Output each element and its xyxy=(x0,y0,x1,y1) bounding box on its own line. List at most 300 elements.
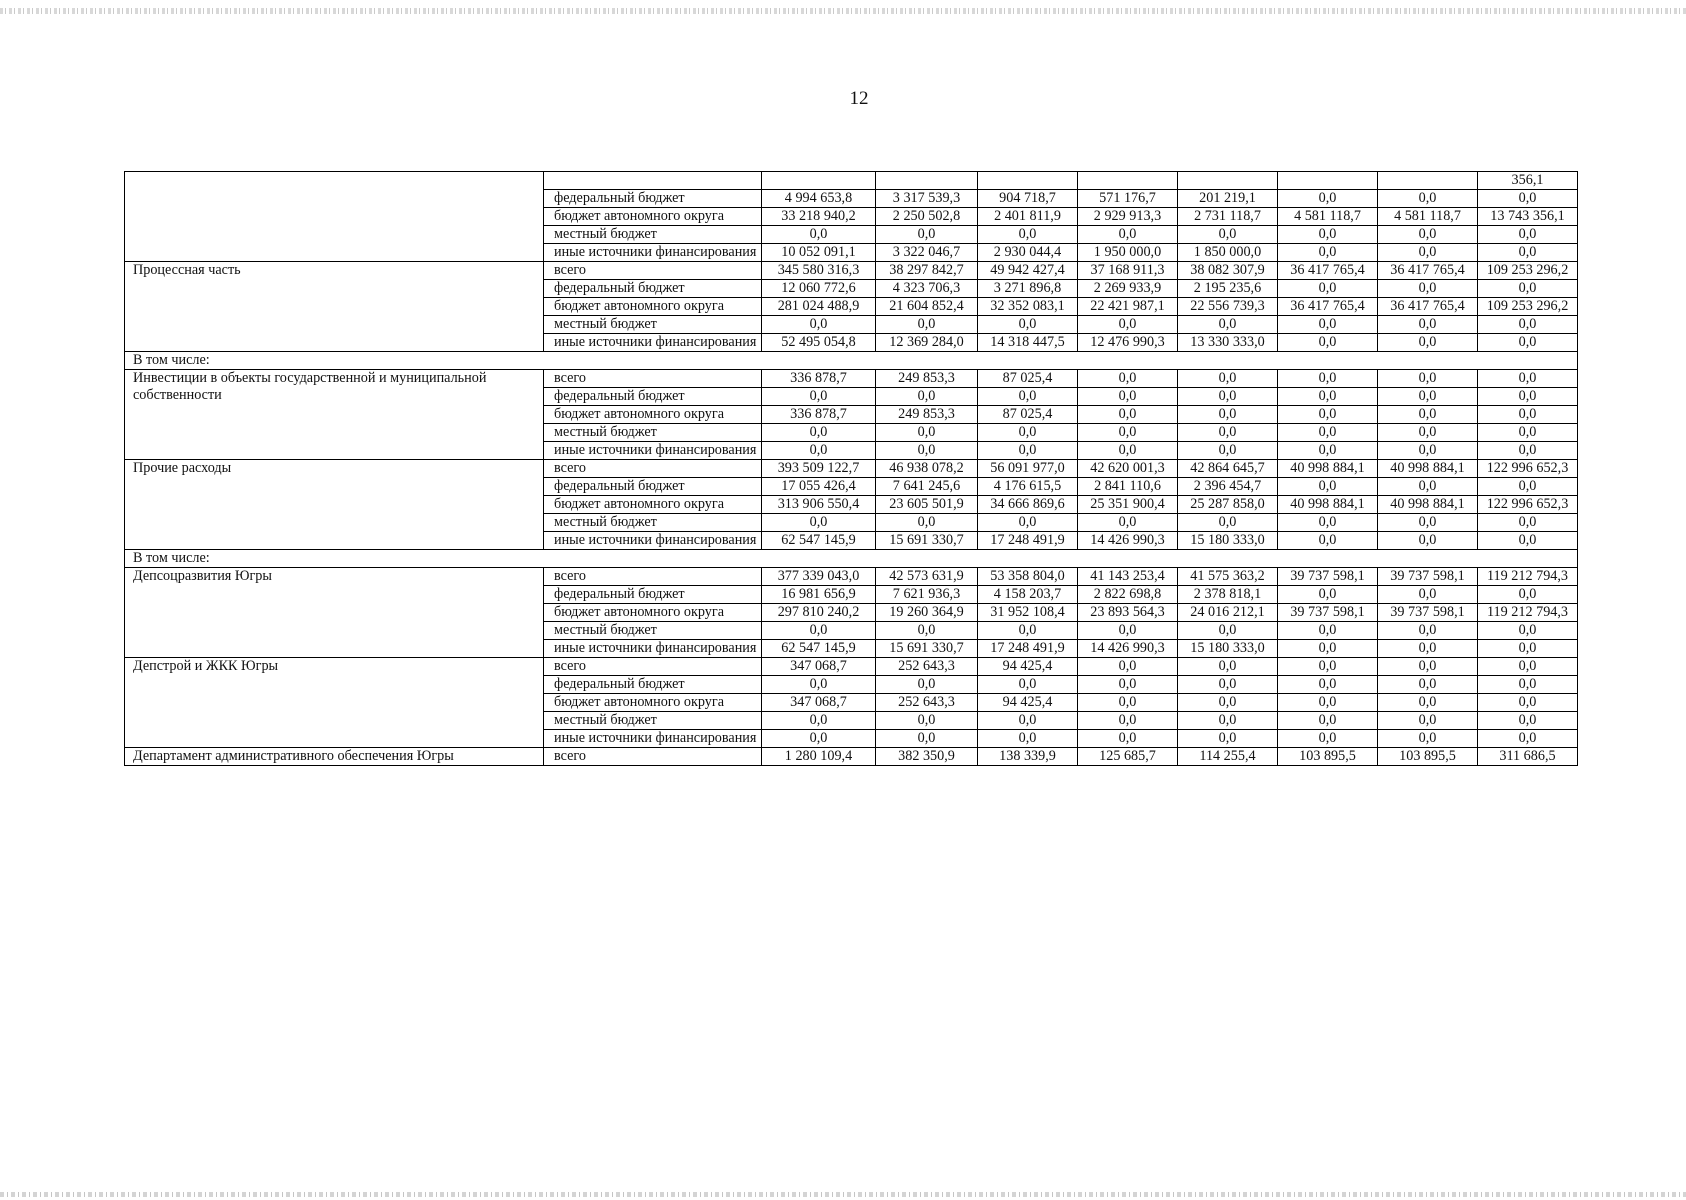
value-cell: 0,0 xyxy=(1478,370,1578,388)
value-cell: 36 417 765,4 xyxy=(1378,298,1478,316)
value-cell: 0,0 xyxy=(1078,676,1178,694)
funding-source: иные источники финансирования xyxy=(544,334,762,352)
value-cell: 0,0 xyxy=(1078,226,1178,244)
value-cell: 62 547 145,9 xyxy=(762,640,876,658)
value-cell: 0,0 xyxy=(1378,442,1478,460)
value-cell: 109 253 296,2 xyxy=(1478,298,1578,316)
value-cell: 4 994 653,8 xyxy=(762,190,876,208)
value-cell: 0,0 xyxy=(1378,280,1478,298)
value-cell: 0,0 xyxy=(1078,622,1178,640)
value-cell: 2 841 110,6 xyxy=(1078,478,1178,496)
value-cell: 41 575 363,2 xyxy=(1178,568,1278,586)
value-cell: 138 339,9 xyxy=(978,748,1078,766)
section-note: В том числе: xyxy=(125,550,1578,568)
value-cell: 0,0 xyxy=(978,226,1078,244)
row-group-label: Процессная часть xyxy=(125,262,544,352)
value-cell: 14 318 447,5 xyxy=(978,334,1078,352)
row-group-label: Прочие расходы xyxy=(125,460,544,550)
value-cell: 0,0 xyxy=(1478,388,1578,406)
value-cell: 3 317 539,3 xyxy=(876,190,978,208)
funding-source: местный бюджет xyxy=(544,514,762,532)
value-cell: 49 942 427,4 xyxy=(978,262,1078,280)
row-group-label: Депстрой и ЖКК Югры xyxy=(125,658,544,748)
value-cell: 281 024 488,9 xyxy=(762,298,876,316)
value-cell: 2 378 818,1 xyxy=(1178,586,1278,604)
value-cell: 42 620 001,3 xyxy=(1078,460,1178,478)
value-cell: 0,0 xyxy=(1278,316,1378,334)
value-cell: 17 248 491,9 xyxy=(978,640,1078,658)
value-cell: 38 297 842,7 xyxy=(876,262,978,280)
funding-source: местный бюджет xyxy=(544,622,762,640)
value-cell: 249 853,3 xyxy=(876,370,978,388)
funding-source: федеральный бюджет xyxy=(544,676,762,694)
value-cell: 39 737 598,1 xyxy=(1378,604,1478,622)
value-cell: 12 369 284,0 xyxy=(876,334,978,352)
value-cell: 0,0 xyxy=(1278,532,1378,550)
value-cell: 103 895,5 xyxy=(1278,748,1378,766)
value-cell: 40 998 884,1 xyxy=(1378,460,1478,478)
value-cell: 0,0 xyxy=(1178,388,1278,406)
value-cell: 252 643,3 xyxy=(876,658,978,676)
value-cell: 0,0 xyxy=(1478,532,1578,550)
value-cell: 0,0 xyxy=(1178,442,1278,460)
value-cell: 4 581 118,7 xyxy=(1378,208,1478,226)
value-cell: 125 685,7 xyxy=(1078,748,1178,766)
value-cell: 22 556 739,3 xyxy=(1178,298,1278,316)
budget-table-body xyxy=(125,172,1578,766)
table-row xyxy=(125,568,1578,586)
value-cell: 3 271 896,8 xyxy=(978,280,1078,298)
value-cell: 0,0 xyxy=(1478,442,1578,460)
value-cell: 4 158 203,7 xyxy=(978,586,1078,604)
value-cell: 42 573 631,9 xyxy=(876,568,978,586)
value-cell: 2 929 913,3 xyxy=(1078,208,1178,226)
funding-source: иные источники финансирования xyxy=(544,442,762,460)
value-cell: 39 737 598,1 xyxy=(1278,568,1378,586)
value-cell: 2 731 118,7 xyxy=(1178,208,1278,226)
value-cell: 0,0 xyxy=(876,712,978,730)
value-cell: 32 352 083,1 xyxy=(978,298,1078,316)
value-cell: 16 981 656,9 xyxy=(762,586,876,604)
value-cell: 40 998 884,1 xyxy=(1278,460,1378,478)
value-cell: 0,0 xyxy=(1378,694,1478,712)
value-cell: 0,0 xyxy=(1478,658,1578,676)
value-cell: 0,0 xyxy=(1478,514,1578,532)
value-cell: 21 604 852,4 xyxy=(876,298,978,316)
value-cell: 0,0 xyxy=(1478,280,1578,298)
value-cell: 0,0 xyxy=(978,622,1078,640)
value-cell: 37 168 911,3 xyxy=(1078,262,1178,280)
section-note-row xyxy=(125,352,1578,370)
value-cell: 10 052 091,1 xyxy=(762,244,876,262)
value-cell xyxy=(1378,172,1478,190)
value-cell: 0,0 xyxy=(1278,694,1378,712)
value-cell: 41 143 253,4 xyxy=(1078,568,1178,586)
value-cell: 252 643,3 xyxy=(876,694,978,712)
value-cell: 15 691 330,7 xyxy=(876,532,978,550)
value-cell: 0,0 xyxy=(1278,514,1378,532)
value-cell: 0,0 xyxy=(1178,712,1278,730)
value-cell: 52 495 054,8 xyxy=(762,334,876,352)
value-cell: 0,0 xyxy=(1378,514,1478,532)
funding-source: всего xyxy=(544,658,762,676)
table-row xyxy=(125,658,1578,676)
value-cell: 0,0 xyxy=(1278,676,1378,694)
value-cell: 0,0 xyxy=(978,442,1078,460)
value-cell: 0,0 xyxy=(1378,478,1478,496)
value-cell: 0,0 xyxy=(1178,370,1278,388)
value-cell: 13 743 356,1 xyxy=(1478,208,1578,226)
value-cell: 87 025,4 xyxy=(978,406,1078,424)
value-cell: 15 180 333,0 xyxy=(1178,532,1278,550)
value-cell: 0,0 xyxy=(762,316,876,334)
value-cell: 7 641 245,6 xyxy=(876,478,978,496)
value-cell: 0,0 xyxy=(1178,226,1278,244)
value-cell: 0,0 xyxy=(1178,622,1278,640)
value-cell: 0,0 xyxy=(1078,658,1178,676)
value-cell: 0,0 xyxy=(876,442,978,460)
value-cell: 0,0 xyxy=(1478,226,1578,244)
value-cell: 0,0 xyxy=(1478,478,1578,496)
value-cell xyxy=(1078,172,1178,190)
value-cell: 393 509 122,7 xyxy=(762,460,876,478)
table-row xyxy=(125,172,1578,190)
value-cell: 0,0 xyxy=(1378,190,1478,208)
value-cell: 345 580 316,3 xyxy=(762,262,876,280)
value-cell: 14 426 990,3 xyxy=(1078,532,1178,550)
value-cell: 249 853,3 xyxy=(876,406,978,424)
value-cell: 0,0 xyxy=(762,226,876,244)
value-cell: 0,0 xyxy=(1178,676,1278,694)
value-cell: 347 068,7 xyxy=(762,658,876,676)
value-cell: 0,0 xyxy=(1478,190,1578,208)
value-cell: 94 425,4 xyxy=(978,658,1078,676)
budget-table xyxy=(124,171,1578,766)
value-cell: 12 060 772,6 xyxy=(762,280,876,298)
value-cell: 0,0 xyxy=(1278,280,1378,298)
value-cell: 347 068,7 xyxy=(762,694,876,712)
funding-source: бюджет автономного округа xyxy=(544,298,762,316)
value-cell: 1 280 109,4 xyxy=(762,748,876,766)
funding-source: федеральный бюджет xyxy=(544,586,762,604)
value-cell: 0,0 xyxy=(1078,316,1178,334)
value-cell: 0,0 xyxy=(1078,370,1178,388)
funding-source: иные источники финансирования xyxy=(544,244,762,262)
value-cell: 0,0 xyxy=(762,424,876,442)
funding-source: местный бюджет xyxy=(544,712,762,730)
value-cell xyxy=(762,172,876,190)
value-cell: 0,0 xyxy=(1378,424,1478,442)
value-cell: 0,0 xyxy=(1178,424,1278,442)
value-cell: 0,0 xyxy=(1378,370,1478,388)
value-cell: 36 417 765,4 xyxy=(1278,298,1378,316)
funding-source: федеральный бюджет xyxy=(544,280,762,298)
value-cell: 62 547 145,9 xyxy=(762,532,876,550)
value-cell: 0,0 xyxy=(1378,532,1478,550)
value-cell: 0,0 xyxy=(1078,442,1178,460)
value-cell: 0,0 xyxy=(1078,406,1178,424)
value-cell: 2 401 811,9 xyxy=(978,208,1078,226)
value-cell: 39 737 598,1 xyxy=(1378,568,1478,586)
value-cell: 25 351 900,4 xyxy=(1078,496,1178,514)
value-cell: 14 426 990,3 xyxy=(1078,640,1178,658)
value-cell: 313 906 550,4 xyxy=(762,496,876,514)
funding-source: всего xyxy=(544,460,762,478)
funding-source: бюджет автономного округа xyxy=(544,604,762,622)
value-cell: 87 025,4 xyxy=(978,370,1078,388)
value-cell: 0,0 xyxy=(1378,712,1478,730)
value-cell: 2 269 933,9 xyxy=(1078,280,1178,298)
value-cell: 0,0 xyxy=(1378,316,1478,334)
value-cell: 34 666 869,6 xyxy=(978,496,1078,514)
funding-source: всего xyxy=(544,262,762,280)
value-cell: 0,0 xyxy=(978,316,1078,334)
value-cell: 0,0 xyxy=(1078,424,1178,442)
value-cell: 0,0 xyxy=(1378,334,1478,352)
value-cell: 0,0 xyxy=(1278,478,1378,496)
value-cell: 0,0 xyxy=(978,514,1078,532)
value-cell: 382 350,9 xyxy=(876,748,978,766)
value-cell: 0,0 xyxy=(762,442,876,460)
value-cell: 0,0 xyxy=(1378,658,1478,676)
value-cell: 0,0 xyxy=(1078,730,1178,748)
value-cell: 109 253 296,2 xyxy=(1478,262,1578,280)
value-cell: 0,0 xyxy=(1378,640,1478,658)
value-cell: 0,0 xyxy=(1278,190,1378,208)
table-row xyxy=(125,370,1578,388)
page-number: 12 xyxy=(849,88,869,109)
value-cell: 0,0 xyxy=(1278,712,1378,730)
value-cell: 24 016 212,1 xyxy=(1178,604,1278,622)
value-cell: 0,0 xyxy=(876,622,978,640)
scan-edge-top xyxy=(0,8,1686,14)
funding-source: иные источники финансирования xyxy=(544,532,762,550)
value-cell: 0,0 xyxy=(762,712,876,730)
value-cell: 0,0 xyxy=(1078,694,1178,712)
funding-source: бюджет автономного округа xyxy=(544,694,762,712)
funding-source: всего xyxy=(544,370,762,388)
value-cell: 377 339 043,0 xyxy=(762,568,876,586)
table-row xyxy=(125,262,1578,280)
value-cell: 0,0 xyxy=(978,730,1078,748)
value-cell: 0,0 xyxy=(876,730,978,748)
value-cell: 0,0 xyxy=(1178,316,1278,334)
value-cell: 0,0 xyxy=(1478,424,1578,442)
value-cell: 1 950 000,0 xyxy=(1078,244,1178,262)
value-cell: 0,0 xyxy=(1278,406,1378,424)
value-cell: 12 476 990,3 xyxy=(1078,334,1178,352)
value-cell: 40 998 884,1 xyxy=(1378,496,1478,514)
value-cell: 17 055 426,4 xyxy=(762,478,876,496)
value-cell: 2 195 235,6 xyxy=(1178,280,1278,298)
value-cell: 0,0 xyxy=(1278,388,1378,406)
value-cell: 0,0 xyxy=(978,676,1078,694)
funding-source: местный бюджет xyxy=(544,424,762,442)
value-cell: 122 996 652,3 xyxy=(1478,460,1578,478)
value-cell: 0,0 xyxy=(762,514,876,532)
value-cell: 0,0 xyxy=(1278,586,1378,604)
value-cell: 0,0 xyxy=(876,514,978,532)
value-cell: 0,0 xyxy=(1078,712,1178,730)
value-cell: 0,0 xyxy=(1278,622,1378,640)
table-row xyxy=(125,460,1578,478)
value-cell: 0,0 xyxy=(978,424,1078,442)
value-cell: 297 810 240,2 xyxy=(762,604,876,622)
value-cell: 42 864 645,7 xyxy=(1178,460,1278,478)
value-cell: 0,0 xyxy=(1178,514,1278,532)
value-cell: 4 323 706,3 xyxy=(876,280,978,298)
value-cell: 0,0 xyxy=(1478,712,1578,730)
value-cell: 31 952 108,4 xyxy=(978,604,1078,622)
value-cell: 0,0 xyxy=(1078,388,1178,406)
value-cell: 13 330 333,0 xyxy=(1178,334,1278,352)
value-cell: 0,0 xyxy=(1378,406,1478,424)
value-cell: 94 425,4 xyxy=(978,694,1078,712)
value-cell: 0,0 xyxy=(1278,334,1378,352)
scan-edge-bottom xyxy=(0,1192,1686,1197)
value-cell: 0,0 xyxy=(1178,406,1278,424)
value-cell: 0,0 xyxy=(978,388,1078,406)
value-cell: 36 417 765,4 xyxy=(1278,262,1378,280)
value-cell: 0,0 xyxy=(876,424,978,442)
section-note: В том числе: xyxy=(125,352,1578,370)
value-cell: 0,0 xyxy=(876,676,978,694)
value-cell: 356,1 xyxy=(1478,172,1578,190)
row-group-label: Инвестиции в объекты государственной и муниципальной собственности xyxy=(125,370,544,460)
value-cell: 0,0 xyxy=(762,388,876,406)
value-cell: 0,0 xyxy=(1378,226,1478,244)
value-cell: 17 248 491,9 xyxy=(978,532,1078,550)
value-cell: 0,0 xyxy=(1478,730,1578,748)
value-cell: 23 893 564,3 xyxy=(1078,604,1178,622)
value-cell xyxy=(978,172,1078,190)
funding-source: иные источники финансирования xyxy=(544,730,762,748)
value-cell: 0,0 xyxy=(876,388,978,406)
value-cell: 0,0 xyxy=(1278,442,1378,460)
value-cell: 119 212 794,3 xyxy=(1478,604,1578,622)
value-cell: 53 358 804,0 xyxy=(978,568,1078,586)
value-cell: 0,0 xyxy=(1378,388,1478,406)
funding-source: федеральный бюджет xyxy=(544,190,762,208)
value-cell: 23 605 501,9 xyxy=(876,496,978,514)
value-cell: 3 322 046,7 xyxy=(876,244,978,262)
value-cell: 114 255,4 xyxy=(1178,748,1278,766)
funding-source: всего xyxy=(544,568,762,586)
funding-source: бюджет автономного округа xyxy=(544,208,762,226)
funding-source: федеральный бюджет xyxy=(544,478,762,496)
value-cell: 2 250 502,8 xyxy=(876,208,978,226)
value-cell: 119 212 794,3 xyxy=(1478,568,1578,586)
row-group-label: Департамент административного обеспечения Югры xyxy=(125,748,544,766)
value-cell: 0,0 xyxy=(1478,244,1578,262)
value-cell: 15 691 330,7 xyxy=(876,640,978,658)
value-cell: 15 180 333,0 xyxy=(1178,640,1278,658)
value-cell: 36 417 765,4 xyxy=(1378,262,1478,280)
value-cell xyxy=(1278,172,1378,190)
value-cell: 336 878,7 xyxy=(762,370,876,388)
value-cell: 0,0 xyxy=(1278,640,1378,658)
value-cell: 0,0 xyxy=(762,730,876,748)
value-cell: 19 260 364,9 xyxy=(876,604,978,622)
value-cell: 0,0 xyxy=(1478,676,1578,694)
value-cell: 0,0 xyxy=(1278,730,1378,748)
value-cell: 0,0 xyxy=(1378,586,1478,604)
value-cell: 39 737 598,1 xyxy=(1278,604,1378,622)
value-cell: 40 998 884,1 xyxy=(1278,496,1378,514)
value-cell: 2 822 698,8 xyxy=(1078,586,1178,604)
section-note-row xyxy=(125,550,1578,568)
value-cell: 56 091 977,0 xyxy=(978,460,1078,478)
value-cell: 0,0 xyxy=(1078,514,1178,532)
value-cell: 0,0 xyxy=(1378,676,1478,694)
value-cell: 46 938 078,2 xyxy=(876,460,978,478)
value-cell: 0,0 xyxy=(1478,622,1578,640)
value-cell: 4 176 615,5 xyxy=(978,478,1078,496)
value-cell: 0,0 xyxy=(762,676,876,694)
value-cell: 904 718,7 xyxy=(978,190,1078,208)
value-cell xyxy=(1178,172,1278,190)
value-cell: 0,0 xyxy=(1278,370,1378,388)
value-cell: 0,0 xyxy=(1278,226,1378,244)
value-cell: 0,0 xyxy=(1378,730,1478,748)
value-cell: 122 996 652,3 xyxy=(1478,496,1578,514)
value-cell: 0,0 xyxy=(876,226,978,244)
value-cell: 7 621 936,3 xyxy=(876,586,978,604)
value-cell: 0,0 xyxy=(1178,730,1278,748)
value-cell: 0,0 xyxy=(1478,586,1578,604)
value-cell: 0,0 xyxy=(1278,244,1378,262)
value-cell: 38 082 307,9 xyxy=(1178,262,1278,280)
value-cell: 33 218 940,2 xyxy=(762,208,876,226)
value-cell: 25 287 858,0 xyxy=(1178,496,1278,514)
funding-source: местный бюджет xyxy=(544,316,762,334)
value-cell: 2 396 454,7 xyxy=(1178,478,1278,496)
value-cell: 201 219,1 xyxy=(1178,190,1278,208)
value-cell: 0,0 xyxy=(1478,316,1578,334)
value-cell: 0,0 xyxy=(1478,640,1578,658)
value-cell: 0,0 xyxy=(1478,334,1578,352)
value-cell: 0,0 xyxy=(1378,244,1478,262)
value-cell: 0,0 xyxy=(1378,622,1478,640)
table-row xyxy=(125,748,1578,766)
value-cell: 0,0 xyxy=(762,622,876,640)
funding-source: федеральный бюджет xyxy=(544,388,762,406)
funding-source: бюджет автономного округа xyxy=(544,406,762,424)
value-cell: 0,0 xyxy=(1278,658,1378,676)
value-cell: 103 895,5 xyxy=(1378,748,1478,766)
value-cell: 336 878,7 xyxy=(762,406,876,424)
funding-source: всего xyxy=(544,748,762,766)
funding-source: иные источники финансирования xyxy=(544,640,762,658)
value-cell: 0,0 xyxy=(876,316,978,334)
value-cell: 0,0 xyxy=(1478,406,1578,424)
value-cell: 311 686,5 xyxy=(1478,748,1578,766)
row-group-label: Депсоцразвития Югры xyxy=(125,568,544,658)
value-cell: 571 176,7 xyxy=(1078,190,1178,208)
funding-source: бюджет автономного округа xyxy=(544,496,762,514)
value-cell: 4 581 118,7 xyxy=(1278,208,1378,226)
value-cell: 0,0 xyxy=(1178,658,1278,676)
row-group-label xyxy=(125,172,544,262)
value-cell: 1 850 000,0 xyxy=(1178,244,1278,262)
value-cell: 2 930 044,4 xyxy=(978,244,1078,262)
value-cell: 0,0 xyxy=(1178,694,1278,712)
value-cell: 0,0 xyxy=(978,712,1078,730)
funding-source xyxy=(544,172,762,190)
value-cell: 0,0 xyxy=(1478,694,1578,712)
value-cell xyxy=(876,172,978,190)
funding-source: местный бюджет xyxy=(544,226,762,244)
